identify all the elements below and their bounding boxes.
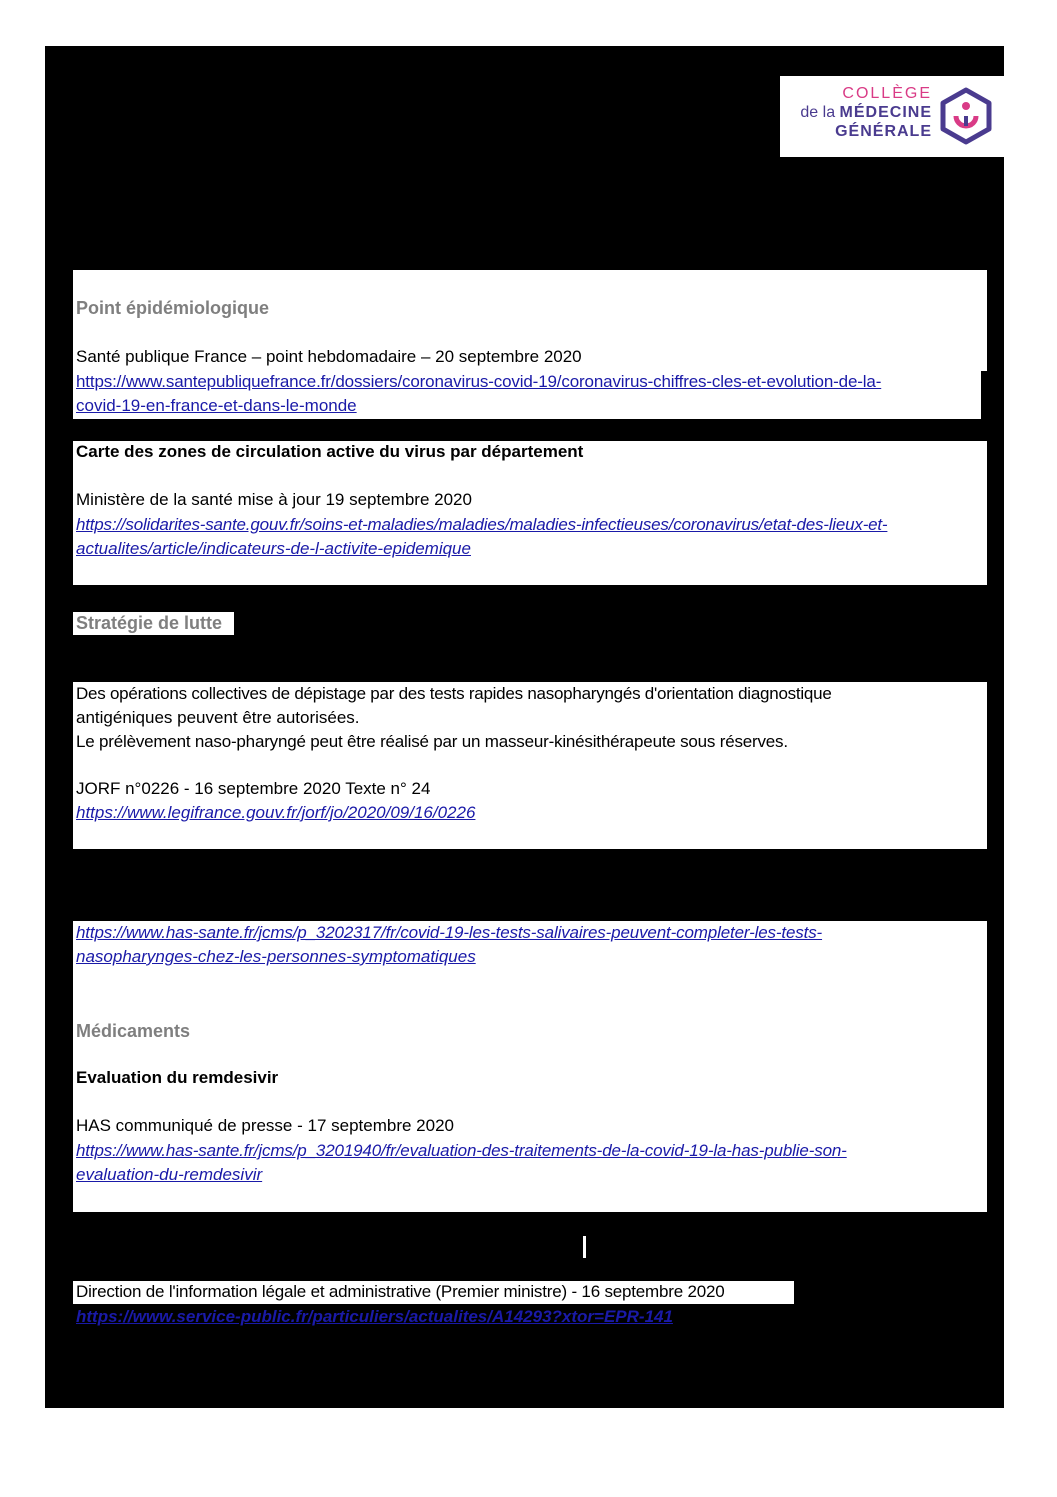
strategie-link[interactable]: https://www.legifrance.gouv.fr/jorf/jo/2020/09/16/0226 <box>76 803 476 822</box>
medicaments-link-line2[interactable]: evaluation-du-remdesivir <box>76 1165 263 1184</box>
strategie-heading: Stratégie de lutte <box>76 613 223 633</box>
strategie-para-line3: Le prélèvement naso-pharyngé peut être réalisé par un masseur-kinésithérapeute sous réserves. <box>76 732 788 751</box>
strategie-para-line2: antigéniques peuvent être autorisées. <box>76 708 360 727</box>
has-tests-link-line1[interactable]: https://www.has-sante.fr/jcms/p_3202317/fr/covid-19-les-tests-salivaires-peuvent-completer-les-tests- <box>76 923 823 942</box>
logo-line2-a: de la <box>800 104 836 121</box>
strategie-para-line1: Des opérations collectives de dépistage par des tests rapides nasopharyngés d'orientation diagnostique <box>76 684 832 703</box>
text-cursor <box>583 1236 586 1258</box>
logo-line2 <box>800 103 932 122</box>
epidemio-link-line1[interactable]: https://www.santepubliquefrance.fr/dossiers/coronavirus-covid-19/coronavirus-chiffres-cles-et-evolution-de-la- <box>76 372 882 391</box>
medicaments-source: HAS communiqué de presse - 17 septembre 2020 <box>76 1116 454 1135</box>
carte-link-line2[interactable]: actualites/article/indicateurs-de-l-activite-epidemique <box>76 539 471 558</box>
medicaments-heading: Médicaments <box>76 1021 191 1041</box>
logo-line2-b: MÉDECINE <box>839 104 932 121</box>
logo-text <box>800 84 932 141</box>
medicaments-link-line1[interactable]: https://www.has-sante.fr/jcms/p_3201940/fr/evaluation-des-traitements-de-la-covid-19-la-has-publie-son- <box>76 1141 847 1160</box>
dila-source: Direction de l'information légale et administrative (Premier ministre) - 16 septembre 2020 <box>76 1282 725 1301</box>
carte-heading: Carte des zones de circulation active du virus par département <box>76 442 584 461</box>
college-logo <box>780 76 1004 157</box>
carte-source: Ministère de la santé mise à jour 19 septembre 2020 <box>76 490 472 509</box>
epidemio-source: Santé publique France – point hebdomadaire – 20 septembre 2020 <box>76 347 582 366</box>
dila-link[interactable]: https://www.service-public.fr/particuliers/actualites/A14293?xtor=EPR-141 <box>76 1307 673 1326</box>
strategie-source: JORF n°0226 - 16 septembre 2020 Texte n° 24 <box>76 779 431 798</box>
epidemio-heading: Point épidémiologique <box>76 298 269 318</box>
logo-line1: COLLÈGE <box>842 85 932 102</box>
medicaments-subheading: Evaluation du remdesivir <box>76 1068 279 1087</box>
epidemio-link-line2[interactable]: covid-19-en-france-et-dans-le-monde <box>76 396 357 415</box>
has-tests-link-line2[interactable]: nasopharynges-chez-les-personnes-symptomatiques <box>76 947 476 966</box>
cmg-logo-icon <box>938 86 994 146</box>
carte-link-line1[interactable]: https://solidarites-sante.gouv.fr/soins-et-maladies/maladies/maladies-infectieuses/coronavirus/etat-des-lieux-et- <box>76 515 888 534</box>
logo-line3: GÉNÉRALE <box>835 123 932 140</box>
